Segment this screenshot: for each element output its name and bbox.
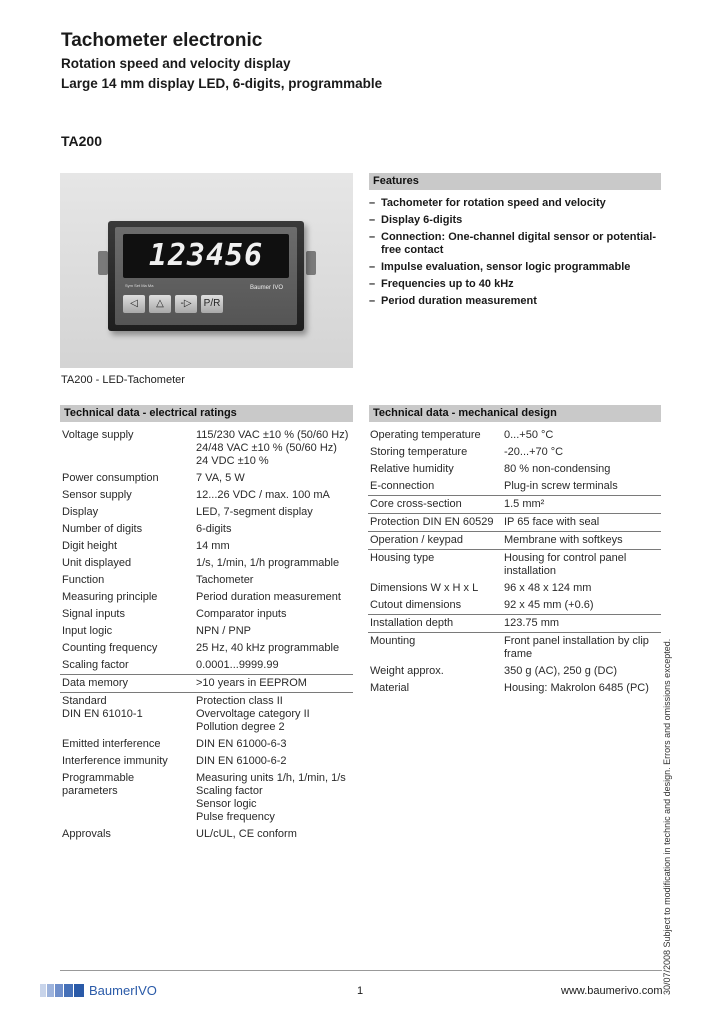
row-value: 1/s, 1/min, 1/h programmable [196, 556, 340, 569]
row-value: 80 % non-condensing [504, 462, 611, 475]
features-heading: Features [369, 173, 661, 190]
photo-caption: TA200 - LED-Tachometer [61, 374, 185, 386]
right-arrow-key: -▷ [175, 295, 197, 313]
table-row [60, 753, 353, 770]
row-label: Material [370, 681, 410, 694]
row-label: Approvals [62, 827, 111, 840]
table-row [368, 514, 661, 532]
table-row [60, 770, 353, 826]
side-disclaimer: 30/07/2008 Subject to modification in technic and design. Errors and omissions excepted. [662, 638, 672, 995]
row-label: Digit height [62, 539, 118, 552]
row-value: LED, 7-segment display [196, 505, 313, 518]
feature-item: – Frequencies up to 40 kHz [369, 278, 661, 291]
row-label: Display [62, 505, 99, 518]
feature-item: – Connection: One-channel digital sensor or potential-free contact [369, 231, 661, 257]
table-row [60, 657, 353, 675]
row-label: Relative humidity [370, 462, 454, 475]
table-row [368, 461, 661, 478]
row-value: DIN EN 61000-6-2 [196, 754, 287, 767]
table-row [60, 693, 353, 737]
row-label: Storing temperature [370, 445, 468, 458]
table-row [60, 589, 353, 606]
pr-key: P/R [201, 295, 223, 313]
row-label: Cutout dimensions [368, 597, 502, 615]
table-row [60, 736, 353, 753]
row-value: 92 x 45 mm (+0.6) [502, 597, 661, 615]
row-value: NPN / PNP [196, 624, 252, 637]
up-arrow-key: △ [149, 295, 171, 313]
feature-item: – Period duration measurement [369, 295, 661, 308]
row-label: Function [62, 573, 105, 586]
table-row [368, 633, 661, 664]
row-value: Period duration measurement [196, 590, 341, 603]
table-row [368, 532, 661, 550]
row-value: 0...+50 °C [504, 428, 554, 441]
row-value: 350 g (AC), 250 g (DC) [504, 664, 618, 677]
row-value: 123.75 mm [502, 615, 661, 633]
row-value: Front panel installation by clip frame [504, 634, 649, 660]
row-label: Voltage supply [62, 428, 134, 441]
row-value: Comparator inputs [196, 607, 287, 620]
row-label: Unit displayed [62, 556, 132, 569]
row-label: Weight approx. [370, 664, 444, 677]
row-value: 1.5 mm² [502, 496, 661, 514]
row-value: Housing: Makrolon 6485 (PC) [504, 681, 649, 694]
row-label: Dimensions W x H x L [370, 581, 479, 594]
table-row [368, 478, 661, 496]
table-row [60, 555, 353, 572]
table-row [60, 470, 353, 487]
table-row [60, 623, 353, 640]
row-label: E-connection [368, 478, 502, 496]
row-value: IP 65 face with seal [502, 514, 661, 532]
row-value: 12...26 VDC / max. 100 mA [196, 488, 330, 501]
table-row [368, 663, 661, 680]
product-photo [60, 173, 353, 368]
table-row [368, 444, 661, 461]
row-value: 115/230 VAC ±10 % (50/60 Hz) 24/48 VAC ±10 % (50/60 Hz) 24 VDC ±10 % [196, 428, 349, 467]
table-row [60, 521, 353, 538]
feature-item: – Impulse evaluation, sensor logic programmable [369, 261, 661, 274]
row-label: Sensor supply [62, 488, 132, 501]
electrical-heading: Technical data - electrical ratings [60, 405, 353, 422]
tachometer-device [108, 221, 304, 331]
table-row [368, 427, 661, 444]
mechanical-table [368, 427, 661, 697]
page-number: 1 [357, 985, 364, 997]
logo-bars-icon [40, 984, 84, 997]
mounting-clip-left [98, 251, 108, 275]
left-arrow-key: ◁ [123, 295, 145, 313]
model-number: TA200 [61, 133, 102, 149]
table-row [60, 572, 353, 589]
row-value: -20...+70 °C [504, 445, 564, 458]
mounting-clip-right [306, 251, 316, 275]
feature-item: – Tachometer for rotation speed and velocity [369, 197, 661, 210]
electrical-table [60, 427, 353, 843]
table-row [368, 597, 661, 615]
led-display: 123456 [123, 234, 289, 278]
row-label: Counting frequency [62, 641, 158, 654]
row-label: Protection DIN EN 60529 [368, 514, 502, 532]
row-label: Signal inputs [62, 607, 125, 620]
row-label: Measuring principle [62, 590, 158, 603]
row-value: 6-digits [196, 522, 232, 535]
row-label: Installation depth [368, 615, 502, 633]
row-value: Plug-in screw terminals [502, 478, 661, 496]
row-value: Membrane with softkeys [502, 532, 661, 550]
page-title: Tachometer electronic [61, 30, 263, 51]
row-label: Core cross-section [368, 496, 502, 514]
row-label: Standard DIN EN 61010-1 [62, 694, 143, 720]
page-subtitle-2: Large 14 mm display LED, 6-digits, programmable [61, 76, 383, 91]
row-label: Number of digits [62, 522, 143, 535]
row-label: Power consumption [62, 471, 159, 484]
row-value: 96 x 48 x 124 mm [504, 581, 592, 594]
row-label: Data memory [60, 675, 194, 693]
row-label: Input logic [62, 624, 113, 637]
indicator-labels: Sym Set Ma Ma [125, 283, 154, 288]
row-value: Protection class II Overvoltage category II Pollution degree 2 [196, 694, 310, 733]
row-value: 14 mm [196, 539, 230, 552]
row-value: 25 Hz, 40 kHz programmable [196, 641, 340, 654]
row-label: Emitted interference [62, 737, 161, 750]
row-label: Housing type [370, 551, 435, 564]
table-row [368, 580, 661, 597]
row-label: Operation / keypad [368, 532, 502, 550]
row-label: Interference immunity [62, 754, 168, 767]
page-subtitle: Rotation speed and velocity display [61, 56, 291, 71]
row-label: Operating temperature [370, 428, 481, 441]
table-row [60, 640, 353, 657]
row-value: Measuring units 1/h, 1/min, 1/s Scaling factor Sensor logic Pulse frequency [196, 771, 346, 823]
row-value: UL/cUL, CE conform [196, 827, 297, 840]
table-row [60, 826, 353, 843]
table-row [60, 675, 353, 693]
row-value: Tachometer [196, 573, 254, 586]
device-front-panel [115, 227, 297, 325]
brand-logo: BaumerIVO [89, 983, 157, 998]
table-row [60, 427, 353, 470]
row-label: Programmable parameters [62, 771, 135, 797]
row-value: 7 VA, 5 W [196, 471, 245, 484]
footer-divider [60, 970, 662, 971]
feature-item: – Display 6-digits [369, 214, 661, 227]
table-row [368, 615, 661, 633]
table-row [60, 606, 353, 623]
table-row [60, 487, 353, 504]
mechanical-heading: Technical data - mechanical design [369, 405, 661, 422]
table-row [60, 538, 353, 555]
row-value: DIN EN 61000-6-3 [196, 737, 287, 750]
row-value: Housing for control panel installation [504, 551, 627, 577]
table-row [368, 550, 661, 581]
row-value: >10 years in EEPROM [194, 675, 353, 693]
features-list [369, 197, 661, 312]
website-link[interactable]: www.baumerivo.com [561, 985, 663, 997]
row-value: 0.0001...9999.99 [194, 657, 353, 675]
device-brand: Baumer IVO [249, 285, 283, 291]
table-row [368, 680, 661, 697]
row-label: Mounting [370, 634, 416, 647]
row-label: Scaling factor [60, 657, 194, 675]
table-row [60, 504, 353, 521]
table-row [368, 496, 661, 514]
